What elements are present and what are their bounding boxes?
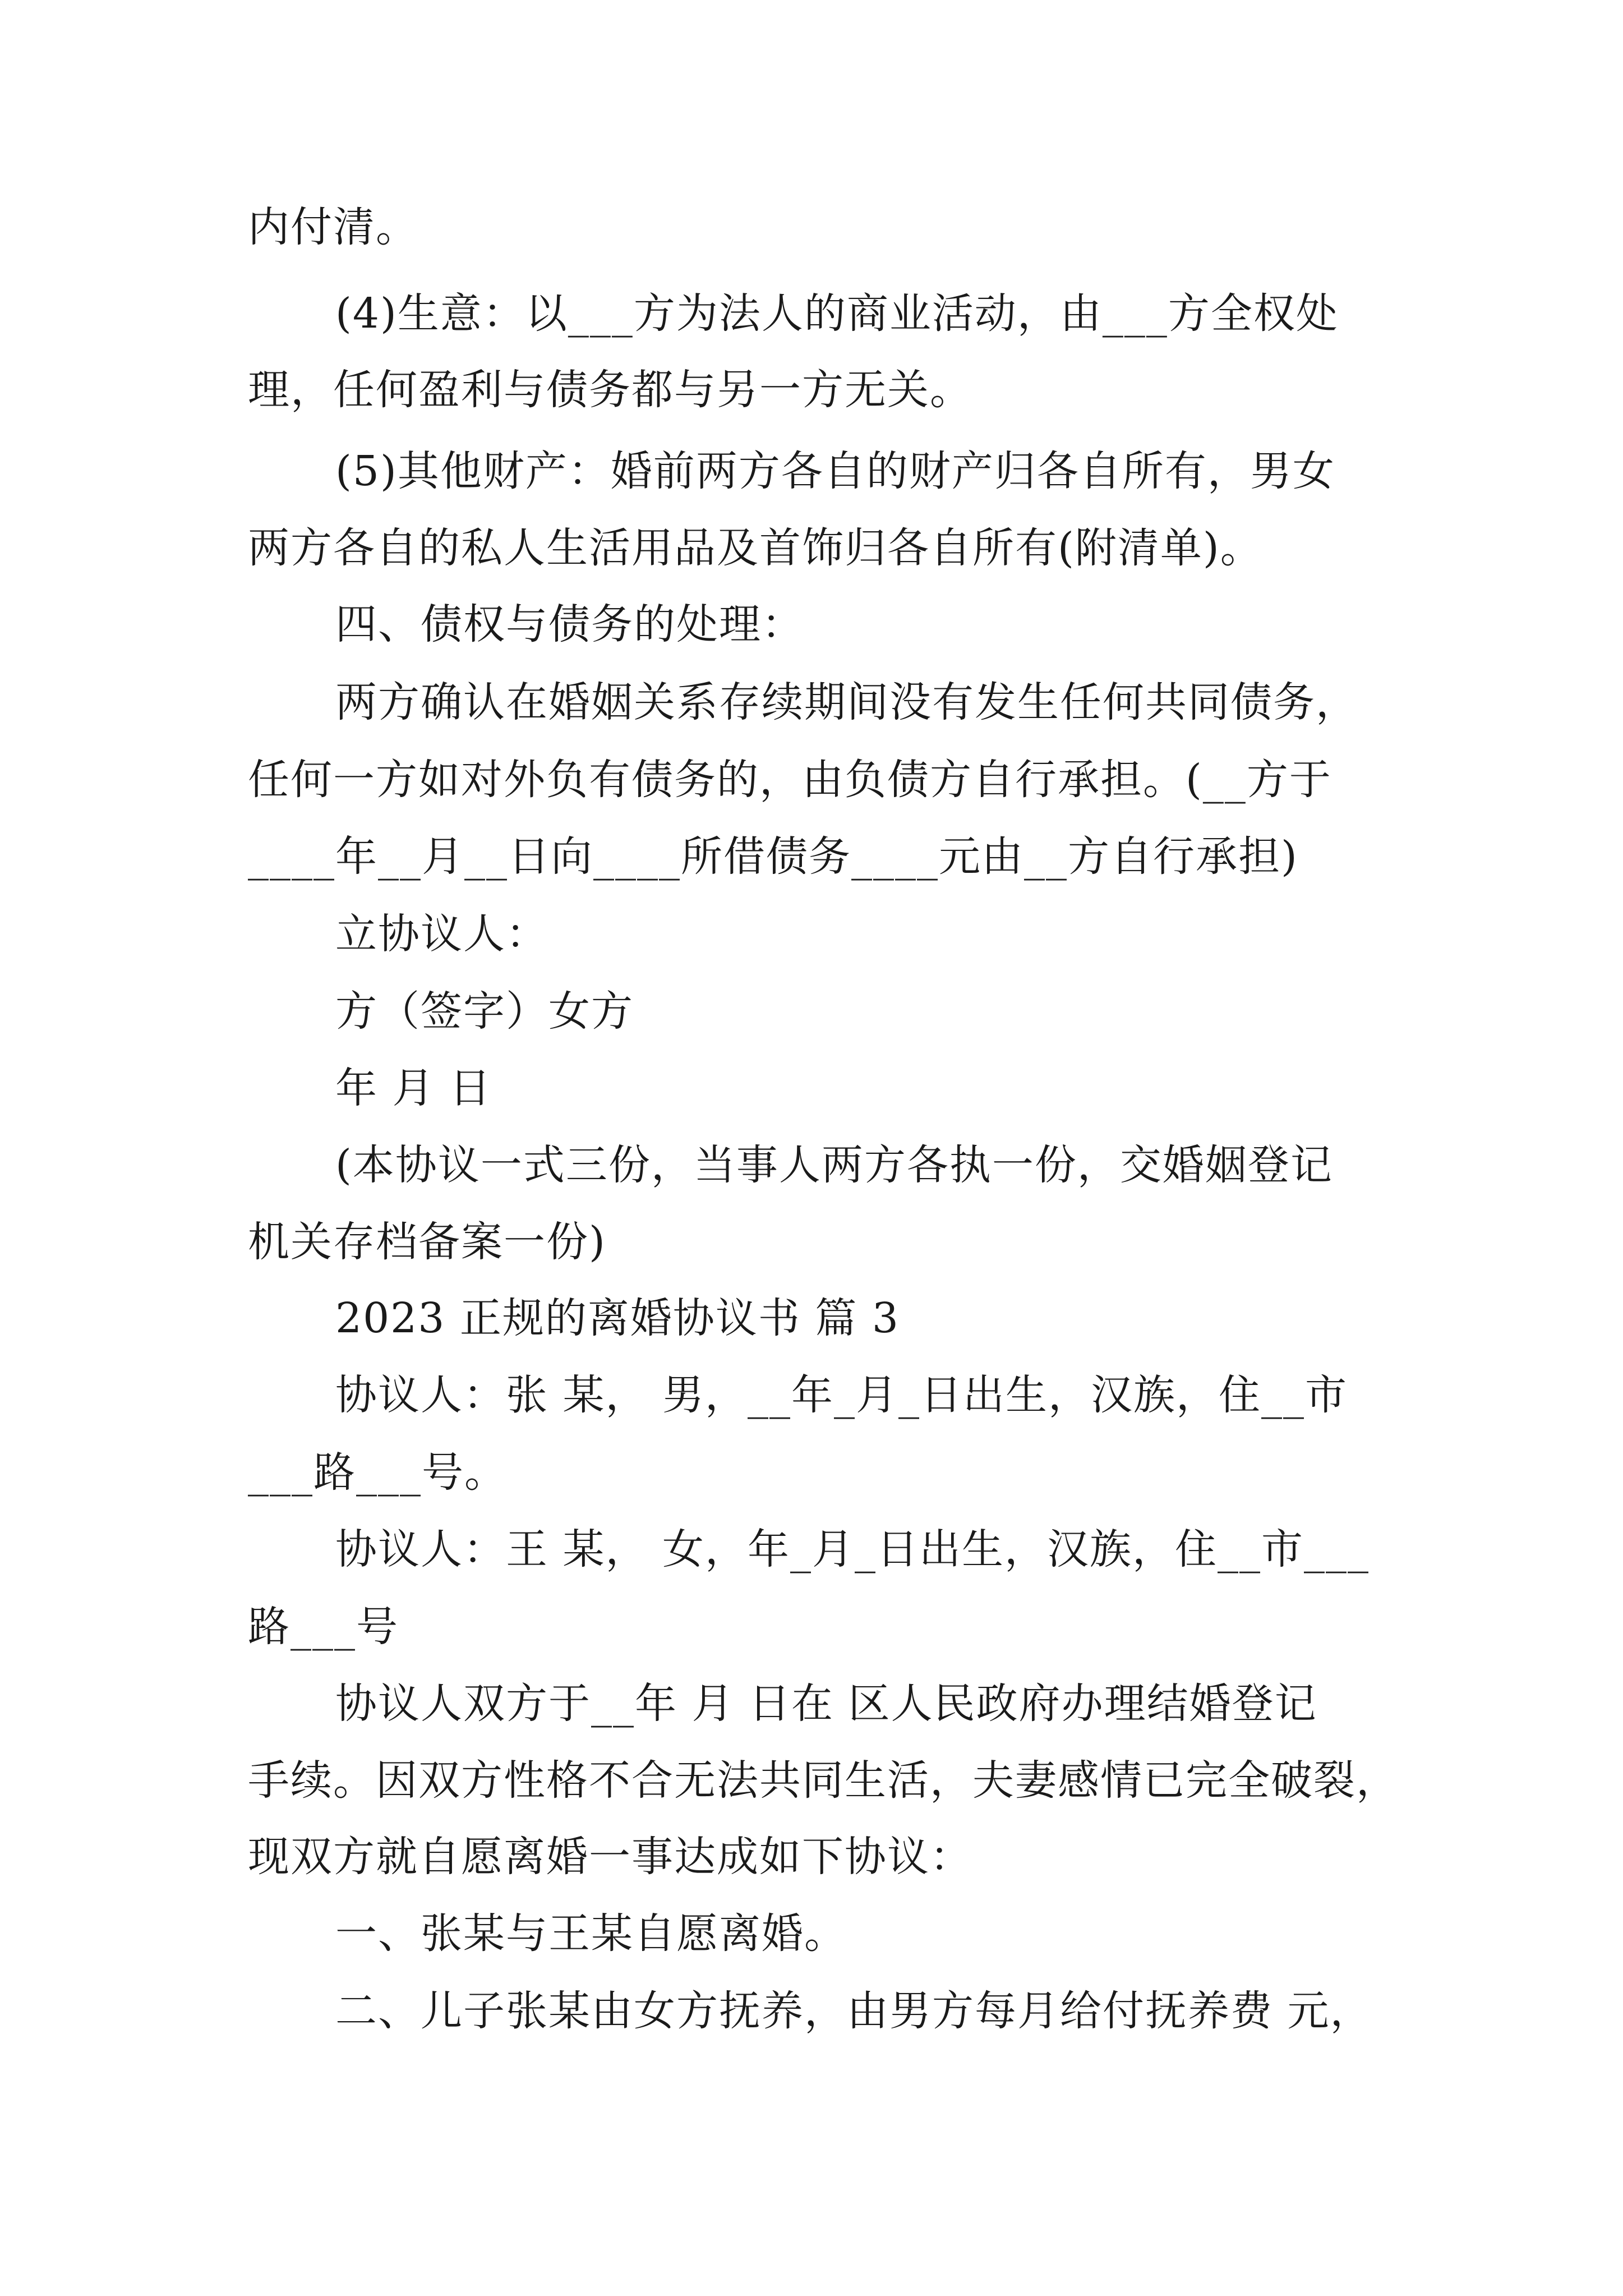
text-line: 两方各自的私人生活用品及首饰归各自所有(附清单)。 [248,524,1263,572]
text-line: 任何一方如对外负有债务的，由负债方自行承担。(__方于 [248,756,1332,804]
text-line: 路___号 [248,1603,399,1651]
text-line: 协议人双方于__年 月 日在 区人民政府办理结婚登记 [335,1680,1317,1728]
text-line: ___路___号。 [248,1448,507,1497]
text-line: (5)其他财产：婚前两方各自的财产归各自所有，男女 [335,447,1335,495]
text-line: (本协议一式三份，当事人两方各执一份，交婚姻登记 [335,1141,1333,1189]
text-line: 两方确认在婚姻关系存续期间没有发生任何共同债务， [335,678,1358,726]
section-heading: 四、债权与债务的处理： [335,600,804,648]
text-line: 现双方就自愿离婚一事达成如下协议： [248,1833,972,1881]
text-line: 二、儿子张某由女方抚养，由男方每月给付抚养费 元， [335,1987,1373,2035]
text-line: 年 月 日 [335,1064,492,1112]
text-line: 方（签字）女方 [335,987,634,1036]
text-line: ____年__月__日向____所借债务____元由__方自行承担) [248,832,1298,881]
text-line: 理，任何盈利与债务都与另一方无关。 [248,366,972,414]
text-line: 手续。因双方性格不合无法共同生活，夫妻感情已完全破裂， [248,1756,1399,1805]
text-line: 立协议人： [335,910,548,958]
text-line: 内付清。 [248,203,418,251]
text-line: (4)生意：以___方为法人的商业活动，由___方全权处 [335,289,1339,338]
text-line: 机关存档备案一份) [248,1218,606,1266]
text-line: 协议人：王 某， 女，年_月_日出生，汉族，住__市___ [335,1525,1370,1573]
text-line: 一、张某与王某自愿离婚。 [335,1910,847,1958]
text-line: 协议人：张 某， 男，__年_月_日出生，汉族，住__市 [335,1371,1348,1419]
section-heading: 2023 正规的离婚协议书 篇 3 [335,1294,900,1342]
